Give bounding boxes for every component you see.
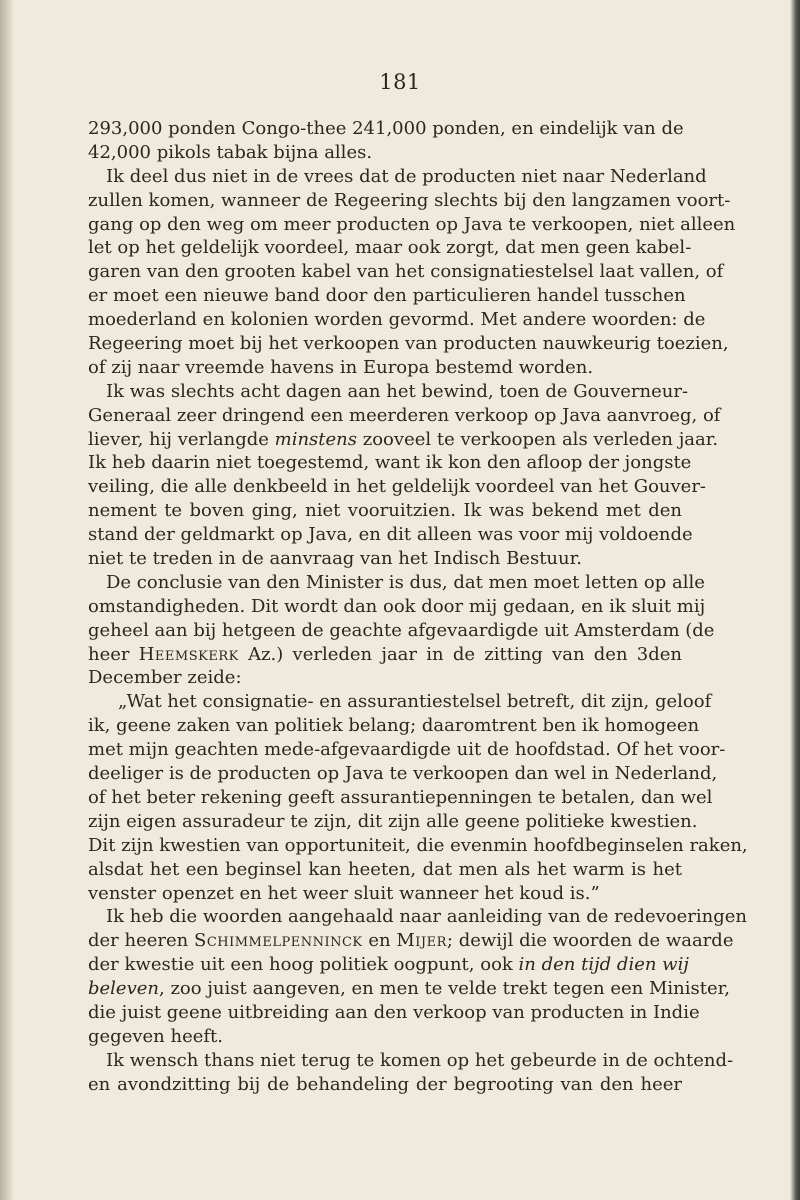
body-text	[88, 117, 748, 1097]
text-line: 293,000 ponden Congo-thee 241,000 ponden, en eindelijk van de	[88, 118, 684, 139]
scan-border	[790, 0, 800, 1200]
text-line: die juist geene uitbreiding aan den verkoop van producten in Indie	[88, 1001, 700, 1023]
text-line: alsdat het een beginsel kan heeten, dat men als het warm is het	[88, 858, 682, 880]
text-line: Ik wensch thans niet terug te komen op het gebeurde in de ochtend-	[106, 1049, 734, 1071]
text-line: der kwestie uit een hoog politiek oogpunt, ook in den tijd dien wij	[88, 954, 689, 976]
text-line: beleven, zoo juist aangeven, en men te velde trekt tegen een Minister,	[88, 978, 730, 1000]
text-line: deeliger is de producten op Java te verkoopen dan wel in Nederland,	[88, 763, 718, 785]
text-line: veiling, die alle denkbeeld in het geldelijk voordeel van het Gouver-	[88, 476, 707, 498]
text-line: of zij naar vreemde havens in Europa bestemd worden.	[88, 356, 594, 378]
text-line: er moet een nieuwe band door den particulieren handel tusschen	[88, 285, 686, 307]
text-line: gang op den weg om meer producten op Java te verkoopen, niet alleen	[88, 213, 736, 235]
text-line: der heeren Schimmelpenninck en Mijer; dewijl die woorden de waarde	[88, 930, 734, 952]
text-line: De conclusie van den Minister is dus, dat men moet letten op alle	[106, 571, 705, 593]
text-line: omstandigheden. Dit wordt dan ook door mij gedaan, en ik sluit mij	[88, 595, 706, 617]
text-line: of het beter rekening geeft assurantiepenningen te betalen, dan wel	[88, 786, 713, 808]
text-line: en avondzitting bij de behandeling der begrooting van den heer	[88, 1073, 682, 1095]
text-line: Ik deel dus niet in de vrees dat de producten niet naar Nederland	[106, 165, 707, 187]
text-line: Ik heb daarin niet toegestemd, want ik kon den afloop der jongste	[88, 452, 692, 474]
text-line: met mijn geachten mede-afgevaardigde uit de hoofdstad. Of het voor-	[88, 739, 726, 761]
text-line: moederland en kolonien worden gevormd. Met andere woorden: de	[88, 309, 706, 331]
text-line: let op het geldelijk voordeel, maar ook zorgt, dat men geen kabel-	[88, 237, 692, 259]
text-line: Ik was slechts acht dagen aan het bewind, toen de Gouverneur-	[106, 380, 689, 402]
text-line: zullen komen, wanneer de Regeering slechts bij den langzamen voort-	[88, 189, 731, 211]
text-line: Generaal zeer dringend een meerderen verkoop op Java aanvroeg, of	[88, 404, 721, 426]
text-line: „Wat het consignatie- en assurantiestelsel betreft, dit zijn, geloof	[118, 691, 712, 713]
text-line: zijn eigen assuradeur te zijn, dit zijn alle geene politieke kwestien.	[88, 810, 698, 832]
text-line: heer Heemskerk Az.) verleden jaar in de zitting van den 3den	[88, 643, 682, 665]
text-line: liever, hij verlangde minstens zooveel te verkoopen als verleden jaar.	[88, 428, 719, 450]
page-number: 181	[379, 70, 421, 94]
page-binding-edge	[0, 0, 14, 1200]
text-line: 42,000 pikols tabak bijna alles.	[88, 141, 373, 163]
text-line: Dit zijn kwestien van opportuniteit, die evenmin hoofdbeginselen raken,	[88, 834, 748, 856]
text-line: niet te treden in de aanvraag van het Indisch Bestuur.	[88, 548, 582, 570]
text-line: gegeven heeft.	[88, 1025, 223, 1047]
text-line: nement te boven ging, niet vooruitzien. Ik was bekend met den	[88, 500, 682, 522]
text-line: venster openzet en het weer sluit wanneer het koud is.”	[88, 882, 600, 904]
text-line: garen van den grooten kabel van het consignatiestelsel laat vallen, of	[88, 261, 724, 283]
text-line: December zeide:	[88, 667, 242, 689]
text-line: Regeering moet bij het verkoopen van producten nauwkeurig toezien,	[88, 333, 729, 355]
text-line: Ik heb die woorden aangehaald naar aanleiding van de redevoeringen	[106, 906, 747, 928]
text-line: ik, geene zaken van politiek belang; daaromtrent ben ik homogeen	[88, 715, 700, 737]
text-line: stand der geldmarkt op Java, en dit alleen was voor mij voldoende	[88, 524, 693, 546]
text-line: geheel aan bij hetgeen de geachte afgevaardigde uit Amsterdam (de	[88, 619, 715, 641]
